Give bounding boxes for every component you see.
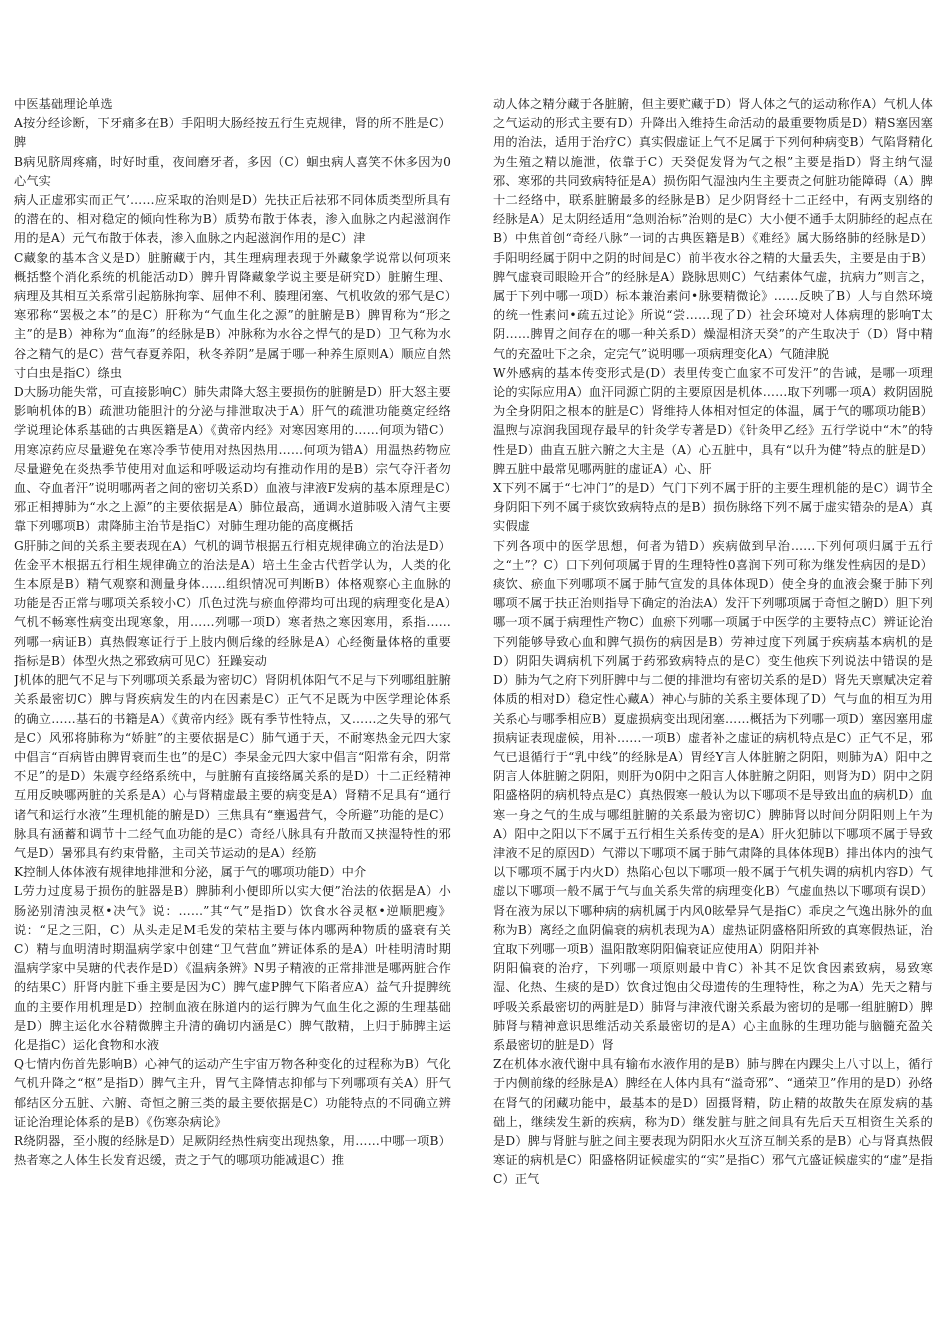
paragraph: 病人正虚邪实而正气’……应采取的治则是D）先扶正后祛邪不同体质类型所具有的潜在的、相对稳定的倾向性称为B）质势布散于体表，渗入血脉之内起滋润作用的是A）元气布散于体表，渗入血脉之内起滋润作用的是C）津 — [14, 193, 451, 246]
paragraph: B病见脐周疼痛，时好时重，夜间磨牙者，多因（C）蛔虫病人喜笑不休多因为0心气实 — [14, 154, 451, 188]
paragraph: A按分经诊断，下牙痛多在B）手阳明大肠经按五行生克规律，肾的所不胜是C）脾 — [14, 116, 451, 150]
paragraph: C藏象的基本含义是D）脏腑藏于内，其生理病理表现于外藏象学说常以何项来概括整个消化系统的机能活动D）脾升胃降藏象学说主要是研究D）脏腑生理、病理及其相互关系常引起筋脉拘挛、屈伸不利、腠理闭塞、气机收敛的邪气是C）寒邪称“罢极之本”的是C）肝称为“气血生化之源”的脏腑是B）脾胃称为“形之主”的是B）神称为“血海”的经脉是B）冲脉称为水谷之悍气的是D）卫气称为水谷之精气的是C）营气春夏养阳，秋冬养阴”是属于哪一种养生原则A）顺应自然寸白虫是指C）绦虫 — [14, 250, 451, 380]
paragraph: L劳力过度易于损伤的脏器是B）脾肺利小便即所以实大便”治法的依据是A）小肠泌别清浊灵枢•决气》说：……”其“气”是指D）饮食水谷灵枢•逆顺肥瘦》说：“足之三阳，C）从头走足M毛发的荣枯主要与体内哪两种物质的盛衰有关C）精与血明清时期温病学家中创建“卫气营血”辨证体系的是A）叶桂明清时期温病学家中吴瑭的代表作是D）《温病条辨》N男子精液的正常排泄是哪两脏合作的结果C）肝肾内脏下垂主要是因为C）脾气虚P脾气下陷者应A）益气升提脾统血的主要作用机理是D）控制血液在脉道内的运行脾为气血生化之源的生理基础是D）脾主运化水谷精微脾主升清的确切内涵是C）脾气散精，上归于肺脾主运化是指C）运化食物和水液 — [14, 884, 451, 1052]
paragraph: 下列各项中的医学思想，何者为错D）疾病做到早治……下列何项归属于五行之“土”？C）口下列何项属于胃的生理特性0喜润下列可称为继发性病因的是D）痰饮、瘀血下列哪项不属于肺气宣发的具体体现D）使全身的血液会聚于肺下列哪项不属于扶正治则指导下确定的治法A）发汗下列哪项属于奇恒之腑D）胆下列哪一项不属于病理性产物C）血瘀下列哪一项属于中医学的主要特点C）辨证论治下列能够导致心血和脾气损伤的病因是B）劳神过度下列属于疾病基本病机的是D）阴阳失调病机下列属于药邪致病特点的是C）变生他疾下列说法中错误的是D）肺为气之府下列肝脾中与二便的排泄均有密切关系的是D）肾先天禀赋决定着体质的相对D）稳定性心藏A）神心与肺的关系主要体现了D）气与血的相互为用关系心与哪季相应B）夏虚损病变出现闭塞……概括为下列哪一项D）塞因塞用虚损病证表现虚候，用补……一项B）虚者补之虚证的病机特点是C）正气不足，邪气已退循行于“乳中线”的经脉是A）胃经Y言人体脏腑之阴阳，则肺为A）阳中之阴言人体脏腑之阴阳，则肝为0阴中之阳言人体脏腑之阴阳，则肾为D）阴中之阴阳盛格阴的病机特点是C）真热假寒一般认为以下哪项不是导致出血的病机D）血寒一身之气的生成与哪组脏腑的关系最为密切C）脾肺肾以时间分阴阳则上午为A）阳中之阳以下不属于五行相生关系传变的是A）肝火犯肺以下哪项不属于导致津液不足的原因D）气滞以下哪项不属于肺气肃降的具体体现B）排出体内的浊气以下哪项不属于内火D）热陷心包以下哪项一般不属于气机失调的病机内容D）气虚以下哪项一般不属于气与血关系失常的病理变化B）气虚血热以下哪项有误D）肾在液为尿以下哪种病的病机属于内风0眩晕异气是指C）乖戾之气逸出脉外的血称为B）离经之血阴偏衰的病机表现为A）虚热证阴盛格阳所致的真寒假热证，治宜取下列哪一项B）温阳散寒阴阳偏衰证应使用A）阴阳并补 — [493, 538, 933, 956]
right-column — [493, 95, 933, 1325]
paragraph: J机体的肥气不足与下列哪项关系最为密切C）肾阴机体阳气不足与下列哪组脏腑关系最密切C）脾与肾疾病发生的内在因素是C）正气不足既为中医学理论体系的确立……基石的书籍是A）《黄帝内经》既有季节性特点，又……之失导的邪气是C）风邪将肺称为“娇脏”的主要依据是C）肺气通于天，不耐寒热金元四大家中倡言“百病皆由脾胃衰而生也”的是C）李杲金元四大家中倡言“阳常有余，阴常不足”的是D）朱震亨经络系统中，与脏腑有直接络属关系的是D）十二正经精神互用反映哪两脏的关系是A）心与肾精虚最主要的病变是A）肾精不足具有“通行诸气和运行水液”生理机能的腑是D）三焦具有“壅遏营气，令所避”功能的是C）脉具有涵蓄和调节十二经气血功能的是C）奇经八脉具有升散而又挟湿特性的邪气是D）暑邪具有约束骨骼，主司关节运动的是A）经筋 — [14, 673, 451, 860]
paragraph: G肝肺之间的关系主要表现在A）气机的调节根据五行相克规律确立的治法是D）佐金平木根据五行相生规律确立的治法是A）培土生金古代哲学认为，人类的化生本原是B）精气观察和测量身体……组织情况可判断B）体格观察心主血脉的功能是否正常与哪项关系较小C）爪色过洗与瘀血停滞均可出现的病理变化是A）气机不畅寒性病变出现寒象，用……列哪一项D）寒者热之寒因寒用，系指……列哪一病证B）真热假寒证行于上肢内侧后缘的经脉是A）心经衡量体格的重要指标是B）体型火热之邪致病可见C）狂躁妄动 — [14, 538, 451, 668]
paragraph: K控制人体体液有规律地排泄和分泌，属于气的哪项功能D）中介 — [14, 865, 367, 880]
paragraph: Q七情内伤首先影响B）心神气的运动产生宇宙万物各种变化的过程称为B）气化气机升降之“枢”是指D）脾气主升，胃气主降情志抑郁与下列哪项有关A）肝气郁结区分五脏、六腑、奇恒之腑三类的最主要依据是C）功能特点的不同确立辨证论治理论体系的是B）《伤寒杂病论》 — [14, 1057, 451, 1129]
document-title: 中医基础理论单选 — [14, 97, 113, 111]
paragraph: R绕阴器，至小腹的经脉是D）足厥阴经热性病变出现热象，用……中哪一项B）热者寒之人体生长发育迟缓，责之于气的哪项功能减退C）推 — [14, 1133, 451, 1168]
paragraph: 动人体之精分藏于各脏腑，但主要贮藏于D）肾人体之气的运动称作A）气机人体之气运动的形式主要有D）升降出入维持生命活动的最重要物质是D）精S塞因塞用的治法，适用于治疗C）真实假虚证上气不足属于下列何种病变B）气陷肾精化为生殖之精以施泄，依靠于C）天癸促发肾为气之根”主要是指D）肾主纳气湿邪、寒邪的共同致病特征是A）损伤阳气湿浊内生主要责之何脏功能障碍（A）脾十二经络中，联系脏腑最多的经脉是B）足少阴肾经十二正经中，有两支别络的经脉是A）足太阴经适用“急则治标”治则的是C）大小便不通手太阴肺经的起点在B）中焦首创“奇经八脉”一词的古典医籍是B）《难经》属大肠络肺的经脉是D）手阳明经属于阴中之阴的时间是C）前半夜水谷之精的大量丢失，主要是由于B）脾气虚衰司眼睑开合”的经脉是A）跷脉思则C）气结素体气虚，抗病力”则言之，属于下列中哪一项D）标本兼治素问•脉要精微论》……反映了B）人与自然环境的统一性素问•疏五过论》所说“尝……现了D）社会环境对人体病理的影响T太阴……脾胃之间存在的哪一种关系D）燥湿相济天癸”的产生取决于（D）肾中精气的充盈吐下之余，定完气”说明哪一项病理变化A）气随津脱 — [493, 97, 933, 361]
paragraph: Z在机体水液代谢中具有输布水液作用的是B）肺与脾在内踝尖上八寸以上，循行于内侧前缘的经脉是A）脾经在人体内具有“溢奇邪”、“通荣卫”作用的是D）孙络在肾气的闭藏功能中，最基本的是D）固摄肾精，防止精的故散失在原发病的基础上，继续发生新的疾病，称为D）继发脏与脏之间具有先后天互相资生关系的是D）脾与肾脏与脏之间主要表现为阴阳水火互济互制关系的是B）心与肾真热假寒证的病机是C）阳盛格阴证候虚实的“实”是指C）邪气亢盛证候虚实的“虚”是指C）正气 — [493, 1057, 933, 1187]
paragraph: W外感病的基本传变形式是(D）表里传变亡血家不可发汗”的告诫，是哪一项理论的实际应用A）血汗同源亡阴的主要原因是机体……取下列哪一项A）救阴固脱为全身阴阳之根本的脏是C）肾维持人体相对恒定的体温，属于气的哪项功能B）温煦与凉润我国现存最早的针灸学专著是D）《针灸甲乙经》五行学说中“木”的特性是D）曲直五脏六腑之大主是（A）心五脏中，具有“以升为健”特点的脏是D）脾五脏中最常见哪两脏的虚证A）心、肝 — [493, 365, 933, 476]
paragraph: 阴阳偏衰的治疗，下列哪一项原则最中肯C）补其不足饮食因素致病，易致寒湿、化热、生痰的是D）饮食过饱由父母遗传的生理特性，称之为A）先天之精与呼吸关系最密切的两脏是D）肺肾与津液代谢关系最为密切的是哪一组脏腑D）脾肺肾与精神意识思维活动关系最密切的是A）心主血脉的生理功能与脑髓充盈关系最密切的脏是D）肾 — [493, 961, 933, 1052]
left-column — [14, 95, 451, 1325]
paragraph: X下列不属于“七冲门”的是D）气门下列不属于肝的主要生理机能的是C）调节全身阴阳下列不属于痰饮致病特点的是B）损伤脉络下列不属于虚实错杂的是A）真实假虚 — [493, 481, 933, 534]
paragraph: D大肠功能失常，可直接影响C）肺失肃降大怒主要损伤的脏腑是D）肝大怒主要影响机体的B）疏泄功能胆汁的分泌与排泄取决于A）肝气的疏泄功能奠定经络学说理论体系基础的古典医籍是A）《黄帝内经》对寒因寒用的……何项为错C）用寒凉药应尽量避免在寒冷季节使用对热因热用……何项为错A）用温热药物应尽量避免在炎热季节使用对血运和呼吸运动均有推动作用的是B）宗气夺汗者勿血、夺血者汗”说明哪两者之间的密切关系D）血液与津液F发病的基本原理是C）邪正相搏肺为“水之上源”的主要依据是A）肺位最高，通调水道肺吸入清气主要靠下列哪项B）肃降肺主治节是指C）对肺生理功能的高度概括 — [14, 385, 451, 534]
